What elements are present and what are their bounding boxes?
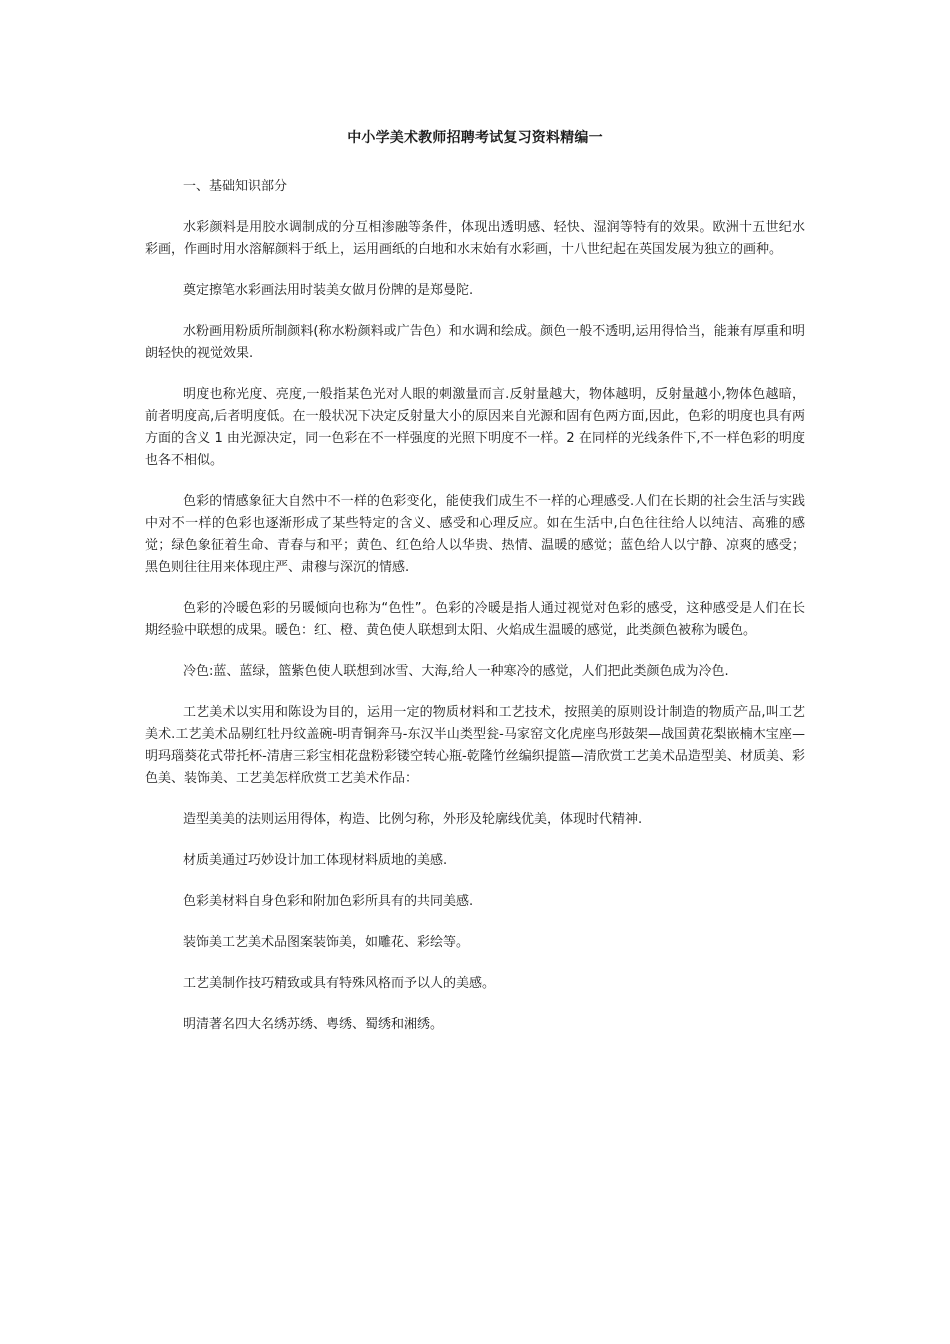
paragraph-color-beauty: 色彩美材料自身色彩和附加色彩所具有的共同美感.	[183, 894, 474, 909]
paragraph-color-emotion: 色彩的情感象征大自然中不一样的色彩变化，能使我们成生不一样的心理感受.人们在长期的社会生活与实践中对不一样的色彩也逐渐形成了某些特定的含义、感受和心理反应。如在生活中,白色往往给人以纯洁、高雅的感觉；绿色象征着生命、青春与和平；黄色、红色给人以华贵、热情、温暖的感觉；蓝色给人以宁静、凉爽的感受；黑色则往往用来体现庄严、肃穆与深沉的情感.	[145, 494, 805, 575]
paragraph-embroidery: 明清著名四大名绣苏绣、粤绣、蜀绣和湘绣。	[183, 1017, 444, 1032]
paragraph-brightness: 明度也称光度、亮度,一般指某色光对人眼的刺激量而言.反射量越大，物体越明，反射量越小,物体色越暗，前者明度高,后者明度低。在一般状况下决定反射量大小的原因来自光源和固有色两方面,因此，色彩的明度也具有两方面的含义 1 由光源决定，同一色彩在不一样强度的光照下明度不一样。2 在同样的光线条件下,不一样色彩的明度也各不相似。	[145, 387, 805, 468]
paragraph-watercolor: 水彩颜料是用胶水调制成的分互相渗融等条件，体现出透明感、轻快、湿润等特有的效果。欧洲十五世纪水彩画，作画时用水溶解颜料于纸上，运用画纸的白地和水末始有水彩画，十八世纪起在英国发展为独立的画种。	[145, 220, 805, 257]
paragraph-gouache: 水粉画用粉质所制颜料(称水粉颜料或广告色）和水调和绘成。颜色一般不透明,运用得恰当，能兼有厚重和明朗轻快的视觉效果.	[145, 324, 805, 361]
document-title: 中小学美术教师招聘考试复习资料精编一	[347, 130, 603, 146]
paragraph-craft-beauty: 工艺美制作技巧精致或具有特殊风格而予以人的美感。	[183, 976, 496, 991]
paragraph-warm-colors: 色彩的冷暖色彩的另暖倾向也称为“色性”。色彩的冷暖是指人通过视觉对色彩的感受，这种感受是人们在长期经验中联想的成果。暖色：红、橙、黄色使人联想到太阳、火焰成生温暖的感觉，此类颜色被称为暖色。	[145, 601, 805, 638]
paragraph-form-beauty: 造型美美的法则运用得体，构造、比例匀称，外形及轮廓线优美，体现时代精神.	[183, 812, 643, 827]
section-heading: 一、基础知识部分	[183, 179, 288, 194]
paragraph-crafts: 工艺美术以实用和陈设为目的，运用一定的物质材料和工艺技术，按照美的原则设计制造的物质产品,叫工艺美术.工艺美术品剔红牡丹纹盖碗-明青铜奔马-东汉半山类型瓮-马家窑文化虎座鸟形鼓架—战国黄花梨嵌楠木宝座—明玛瑙葵花式带托杯-清唐三彩宝相花盘粉彩镂空转心瓶-乾隆竹丝编织提篮—清欣赏工艺美术品造型美、材质美、彩色美、装饰美、工艺美怎样欣赏工艺美术作品：	[145, 705, 805, 786]
document-body	[145, 176, 805, 1036]
paragraph-material-beauty: 材质美通过巧妙设计加工体现材料质地的美感.	[183, 853, 448, 868]
paragraph-cool-colors: 冷色:蓝、蓝绿，篮紫色使人联想到冰雪、大海,给人一种寒冷的感觉，人们把此类颜色成为冷色.	[183, 664, 729, 679]
paragraph-zheng-mantuo: 奠定擦笔水彩画法用时装美女做月份牌的是郑曼陀.	[183, 283, 474, 298]
paragraph-decoration-beauty: 装饰美工艺美术品图案装饰美，如雕花、彩绘等。	[183, 935, 470, 950]
